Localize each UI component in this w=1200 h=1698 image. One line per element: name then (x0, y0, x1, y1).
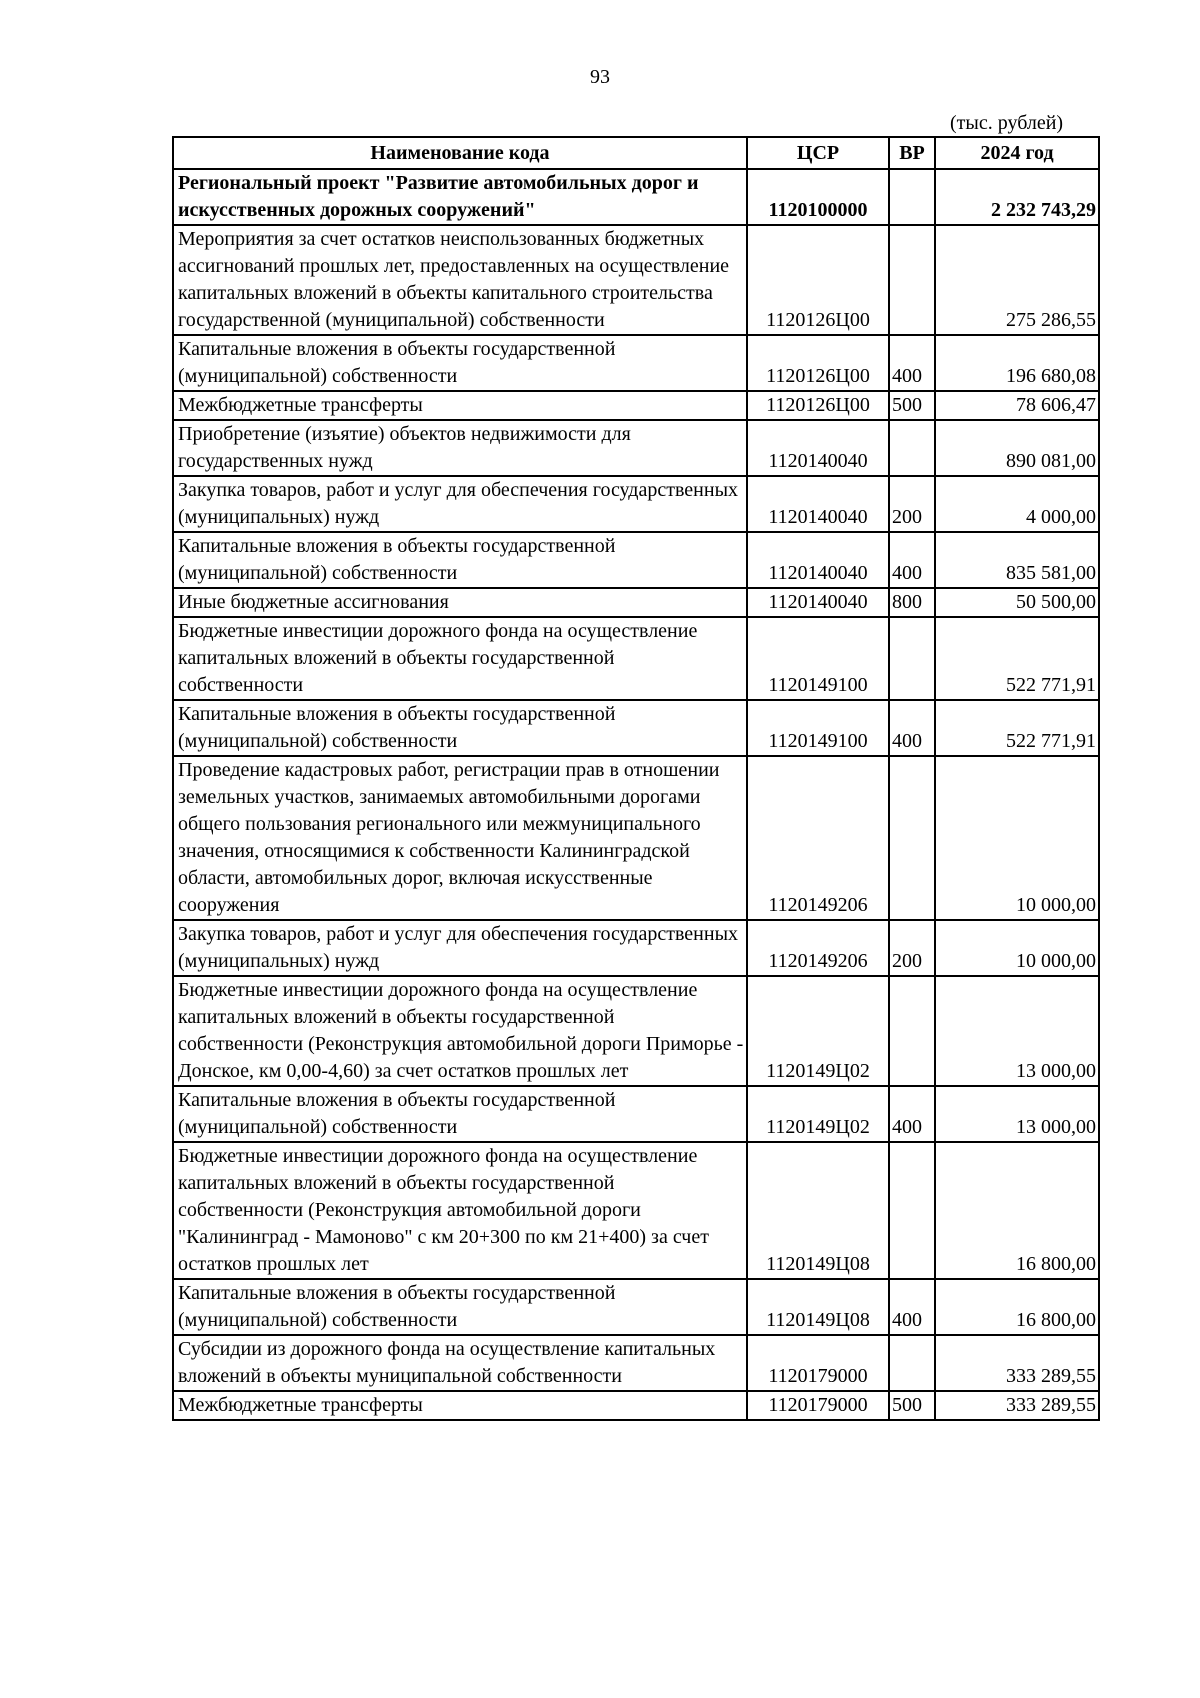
row-amount-cell: 78 606,47 (935, 391, 1099, 420)
row-name-cell: Субсидии из дорожного фонда на осуществление капитальных вложений в объекты муниципальной собственности (173, 1335, 747, 1391)
row-amount-cell: 522 771,91 (935, 700, 1099, 756)
row-name-cell: Межбюджетные трансферты (173, 391, 747, 420)
row-amount-cell: 333 289,55 (935, 1335, 1099, 1391)
row-name-cell: Капитальные вложения в объекты государственной (муниципальной) собственности (173, 335, 747, 391)
row-vr-cell (889, 420, 935, 476)
header-vr: ВР (889, 137, 935, 169)
header-name: Наименование кода (173, 137, 747, 169)
row-amount-cell: 196 680,08 (935, 335, 1099, 391)
row-csr-cell: 1120149206 (747, 756, 889, 920)
header-csr: ЦСР (747, 137, 889, 169)
row-amount-cell: 522 771,91 (935, 617, 1099, 700)
table-row (173, 700, 1099, 756)
row-amount-cell: 10 000,00 (935, 756, 1099, 920)
table-body (173, 169, 1099, 1420)
row-csr-cell: 1120100000 (747, 169, 889, 225)
row-name-cell: Закупка товаров, работ и услуг для обеспечения государственных (муниципальных) нужд (173, 476, 747, 532)
row-amount-cell: 4 000,00 (935, 476, 1099, 532)
row-amount-cell: 16 800,00 (935, 1142, 1099, 1279)
row-amount-cell: 16 800,00 (935, 1279, 1099, 1335)
row-vr-cell: 400 (889, 532, 935, 588)
row-vr-cell (889, 1142, 935, 1279)
row-vr-cell (889, 1335, 935, 1391)
row-csr-cell: 1120140040 (747, 420, 889, 476)
row-csr-cell: 1120149100 (747, 700, 889, 756)
row-vr-cell: 200 (889, 476, 935, 532)
row-csr-cell: 1120126Ц00 (747, 391, 889, 420)
table-row (173, 391, 1099, 420)
row-csr-cell: 1120179000 (747, 1391, 889, 1420)
row-vr-cell: 800 (889, 588, 935, 617)
table-row (173, 225, 1099, 335)
budget-table (172, 136, 1100, 1421)
table-row (173, 1086, 1099, 1142)
row-csr-cell: 1120126Ц00 (747, 335, 889, 391)
row-vr-cell (889, 756, 935, 920)
row-csr-cell: 1120179000 (747, 1335, 889, 1391)
row-csr-cell: 1120149206 (747, 920, 889, 976)
row-name-cell: Бюджетные инвестиции дорожного фонда на осуществление капитальных вложений в объекты государственной собственности (173, 617, 747, 700)
table-row (173, 756, 1099, 920)
row-csr-cell: 1120140040 (747, 588, 889, 617)
row-amount-cell: 333 289,55 (935, 1391, 1099, 1420)
table-row (173, 532, 1099, 588)
row-amount-cell: 10 000,00 (935, 920, 1099, 976)
row-csr-cell: 1120140040 (747, 532, 889, 588)
row-name-cell: Капитальные вложения в объекты государственной (муниципальной) собственности (173, 1086, 747, 1142)
row-name-cell: Бюджетные инвестиции дорожного фонда на осуществление капитальных вложений в объекты государственной собственности (Реконструкция автомобильной дороги "Калининград - Мамоново" с км 20+300 по км 21+400) за счет остатков прошлых лет (173, 1142, 747, 1279)
row-csr-cell: 1120149Ц08 (747, 1279, 889, 1335)
row-name-cell: Региональный проект "Развитие автомобильных дорог и искусственных дорожных сооружений" (173, 169, 747, 225)
row-csr-cell: 1120149Ц08 (747, 1142, 889, 1279)
table-row (173, 476, 1099, 532)
row-name-cell: Межбюджетные трансферты (173, 1391, 747, 1420)
row-vr-cell (889, 617, 935, 700)
table-row (173, 1391, 1099, 1420)
row-name-cell: Капитальные вложения в объекты государственной (муниципальной) собственности (173, 532, 747, 588)
row-vr-cell: 500 (889, 391, 935, 420)
row-csr-cell: 1120149100 (747, 617, 889, 700)
table-row (173, 976, 1099, 1086)
row-name-cell: Бюджетные инвестиции дорожного фонда на осуществление капитальных вложений в объекты государственной собственности (Реконструкция автомобильной дороги Приморье - Донское, км 0,00-4,60) за счет остатков прошлых лет (173, 976, 747, 1086)
table-row (173, 1335, 1099, 1391)
row-name-cell: Капитальные вложения в объекты государственной (муниципальной) собственности (173, 700, 747, 756)
row-amount-cell: 835 581,00 (935, 532, 1099, 588)
row-amount-cell: 890 081,00 (935, 420, 1099, 476)
row-name-cell: Мероприятия за счет остатков неиспользованных бюджетных ассигнований прошлых лет, предоставленных на осуществление капитальных вложений в объекты капитального строительства государственной (муниципальной) собственности (173, 225, 747, 335)
row-amount-cell: 13 000,00 (935, 1086, 1099, 1142)
page-number: 93 (590, 66, 610, 88)
header-amount: 2024 год (935, 137, 1099, 169)
row-vr-cell: 400 (889, 700, 935, 756)
table-row (173, 1279, 1099, 1335)
row-csr-cell: 1120126Ц00 (747, 225, 889, 335)
row-csr-cell: 1120140040 (747, 476, 889, 532)
table-row (173, 335, 1099, 391)
row-csr-cell: 1120149Ц02 (747, 976, 889, 1086)
row-vr-cell: 400 (889, 1279, 935, 1335)
row-vr-cell (889, 169, 935, 225)
row-name-cell: Приобретение (изъятие) объектов недвижимости для государственных нужд (173, 420, 747, 476)
table-row (173, 420, 1099, 476)
row-name-cell: Проведение кадастровых работ, регистрации прав в отношении земельных участков, занимаемых автомобильными дорогами общего пользования регионального или межмуниципального значения, относящимися к собственности Калининградской области, автомобильных дорог, включая искусственные сооружения (173, 756, 747, 920)
row-amount-cell: 2 232 743,29 (935, 169, 1099, 225)
row-vr-cell: 400 (889, 335, 935, 391)
table-row (173, 920, 1099, 976)
row-amount-cell: 13 000,00 (935, 976, 1099, 1086)
table-row (173, 169, 1099, 225)
row-name-cell: Закупка товаров, работ и услуг для обеспечения государственных (муниципальных) нужд (173, 920, 747, 976)
row-name-cell: Иные бюджетные ассигнования (173, 588, 747, 617)
units-label: (тыс. рублей) (950, 112, 1064, 134)
table-row (173, 588, 1099, 617)
table-header-row (173, 137, 1099, 169)
row-csr-cell: 1120149Ц02 (747, 1086, 889, 1142)
row-vr-cell: 200 (889, 920, 935, 976)
row-amount-cell: 50 500,00 (935, 588, 1099, 617)
row-name-cell: Капитальные вложения в объекты государственной (муниципальной) собственности (173, 1279, 747, 1335)
table-row (173, 1142, 1099, 1279)
row-vr-cell: 400 (889, 1086, 935, 1142)
row-amount-cell: 275 286,55 (935, 225, 1099, 335)
row-vr-cell (889, 976, 935, 1086)
row-vr-cell: 500 (889, 1391, 935, 1420)
row-vr-cell (889, 225, 935, 335)
table-row (173, 617, 1099, 700)
